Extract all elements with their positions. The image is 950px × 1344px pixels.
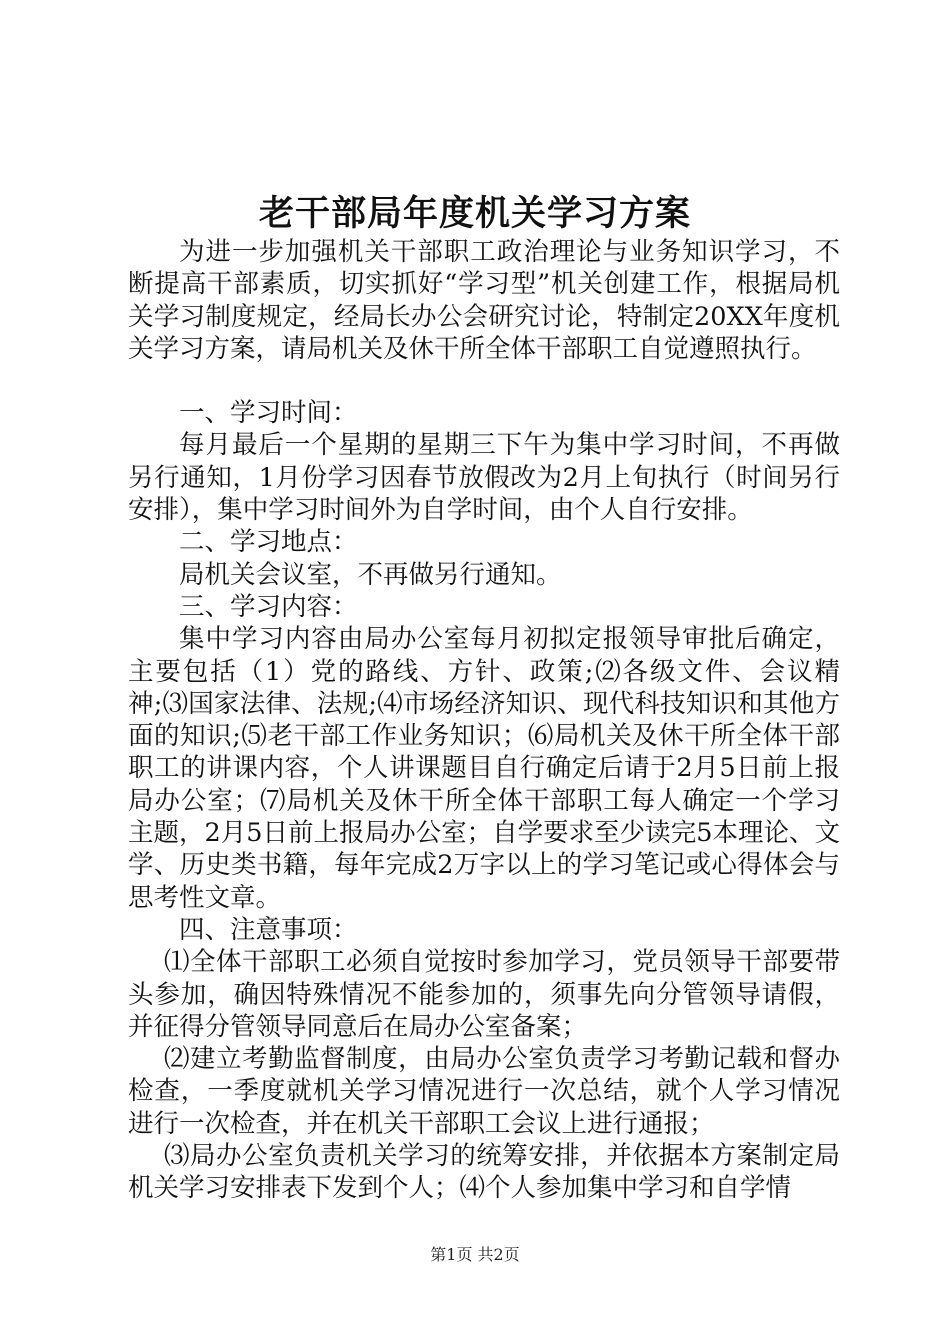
section-heading: 四、注意事项： bbox=[179, 914, 358, 945]
section-heading: 二、学习地点： bbox=[179, 527, 358, 558]
section-paragraph: ⑵建立考勤监督制度，由局办公室负责学习考勤记载和督办检查，一季度就机关学习情况进行一次总结，就个人学习情况进行一次检查，并在机关干部职工会议上进行通报； bbox=[128, 1044, 840, 1139]
section-paragraph: ⑴全体干部职工必须自觉按时参加学习，党员领导干部要带头参加，确因特殊情况不能参加的，须事先向分管领导请假，并征得分管领导同意后在局办公室备案； bbox=[128, 947, 840, 1042]
section-heading: 一、学习时间： bbox=[179, 398, 358, 429]
page-footer: 第1页 共2页 bbox=[430, 1245, 520, 1264]
section-paragraph: 集中学习内容由局办公室每月初拟定报领导审批后确定，主要包括（1）党的路线、方针、政策;⑵各级文件、会议精神;⑶国家法律、法规;⑷市场经济知识、现代科技知识和其他方面的知识;⑸老干部工作业务知识；⑹局机关及休干所全体干部职工的讲课内容，个人讲课题目自行确定后请于2月5日前上报局办公室；⑺局机关及休干所全体干部职工每人确定一个学习主题，2月5日前上报局办公室；自学要求至少读完5本理论、文学、历史类书籍，每年完成2万字以上的学习笔记或心得体会与思考性文章。 bbox=[128, 624, 840, 913]
document-title: 老干部局年度机关学习方案 bbox=[258, 193, 691, 234]
document-body bbox=[128, 236, 840, 1205]
section-heading: 三、学习内容： bbox=[179, 591, 358, 622]
section-paragraph: 每月最后一个星期的星期三下午为集中学习时间，不再做另行通知，1月份学习因春节放假改为2月上旬执行（时间另行安排），集中学习时间外为自学时间，由个人自行安排。 bbox=[128, 430, 840, 526]
intro-paragraph: 为进一步加强机关干部职工政治理论与业务知识学习，不断提高干部素质，切实抓好“学习型”机关创建工作，根据局机关学习制度规定，经局长办公会研究讨论，特制定20XX年度机关学习方案，请局机关及休干所全体干部职工自觉遵照执行。 bbox=[128, 237, 840, 364]
section-paragraph: 局机关会议室，不再做另行通知。 bbox=[179, 559, 562, 590]
paragraph-gap bbox=[128, 365, 840, 397]
section-paragraph: ⑶局办公室负责机关学习的统筹安排，并依据本方案制定局机关学习安排表下发到个人；⑷个人参加集中学习和自学情 bbox=[128, 1141, 840, 1204]
